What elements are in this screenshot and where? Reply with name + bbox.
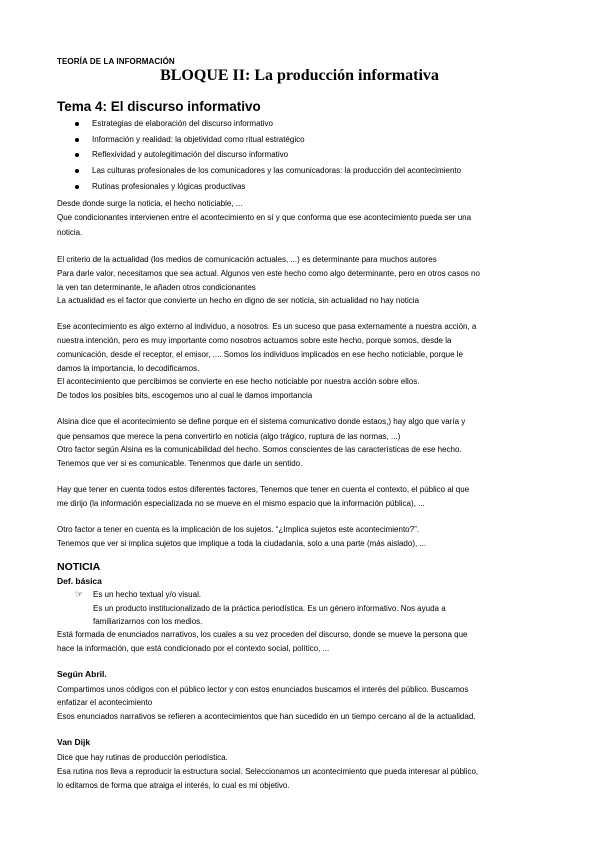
paragraph-line: enfatizar el acontecimiento: [57, 698, 153, 707]
block-title: BLOQUE II: La producción informativa: [160, 67, 439, 84]
paragraph-line: El criterio de la actualidad (los medios de comunicación actuales, ...) es determinante para muchos autores: [57, 255, 437, 264]
paragraph-line: Que condicionantes intervienen entre el acontecimiento en sí y que conforma que ese acontecimiento pueda ser una: [57, 213, 472, 222]
paragraph-line: Tenemos que ver si implica sujetos que implique a toda la ciudadanía, solo a una parte (más aislado), ...: [57, 539, 427, 548]
paragraph-line: Alsina dice que el acontecimiento se define porque en el sistema comunicativo donde estaos,) hay algo que varía y: [57, 417, 466, 426]
paragraph-line: La actualidad es el factor que convierte un hecho en digno de ser noticia, sin actualidad no hay noticia: [57, 296, 420, 305]
list-item: Las culturas profesionales de los comunicadores y las comunicadoras: la producción del acontecimiento: [75, 163, 461, 179]
paragraph-line: Ese acontecimiento es algo externo al individuo, a nosotros. Es un suceso que pasa externamente a nuestra acción, a: [57, 322, 477, 331]
paragraph-line: noticia.: [57, 228, 83, 237]
course-title: TEORÍA DE LA INFORMACIÓN: [57, 57, 175, 66]
paragraph-line: hace la información, que está condicionado por el contexto social, político, ...: [57, 644, 330, 653]
vandijk-label: Van Dijk: [57, 737, 91, 747]
list-item: Información y realidad: la objetividad como ritual estratégico: [75, 132, 461, 148]
paragraph-line: Para darle valor, necesitamos que sea actual. Algunos ven este hecho como algo determinante, pero en otros casos no: [57, 269, 480, 278]
paragraph-line: Otro factor según Alsina es la comunicabilidad del hecho. Somos conscientes de las características de ese hecho.: [57, 445, 462, 454]
paragraph-line: Esa rutina nos lleva a reproducir la estructura social. Seleccionamos un acontecimiento que pueda interesar al público,: [57, 767, 479, 776]
bullet-icon: [75, 122, 79, 126]
def-item: Es un producto institucionalizado de la práctica periodística. Es un género informativo. Nos ayuda a: [93, 604, 446, 613]
def-item: familiarizarnos con los medios.: [93, 617, 203, 626]
paragraph-line: comunicación, desde el receptor, el emisor, .... Somos los individuos implicados en ese hecho noticiable, porque le: [57, 350, 464, 359]
paragraph-line: Esos enunciados narrativos se refieren a acontecimientos que han sucedido en un tiempo cercano al de la actualidad.: [57, 712, 476, 721]
paragraph-line: El acontecimiento que percibimos se convierte en ese hecho noticiable por nuestra acción sobre ellos.: [57, 377, 420, 386]
paragraph-line: De todos los posibles bits, escogemos uno al cual le damos importancia: [57, 391, 313, 400]
list-item: Rutinas profesionales y lógicas productivas: [75, 179, 461, 195]
pointing-hand-icon: ☞: [75, 589, 84, 599]
paragraph-line: Dice que hay rutinas de producción periodística.: [57, 753, 228, 762]
topics-list: [75, 116, 461, 195]
paragraph-line: me dirijo (la información especializada no se mueve en el mismo espacio que la información pública), ...: [57, 499, 425, 508]
list-item: Reflexividad y autolegitimación del discurso informativo: [75, 147, 461, 163]
paragraph-line: nuestra intención, pero es muy importante como nosotros actuamos sobre este hecho, porque somos, desde la: [57, 336, 452, 345]
bullet-icon: [75, 169, 79, 173]
paragraph-line: lo editamos de forma que atraiga el interés, lo cual es mi objetivo.: [57, 781, 290, 790]
paragraph-line: Otro factor a tener en cuenta es la implicación de los sujetos. “¿Implica sujetos este acontecimiento?”.: [57, 525, 419, 534]
def-label: Def. básica: [57, 576, 102, 586]
bullet-icon: [75, 153, 79, 157]
paragraph-line: Hay que tener en cuenta todos estos diferentes factores, Tenemos que tener en cuenta el contexto, el público al que: [57, 485, 470, 494]
list-item: Estrategias de elaboración del discurso informativo: [75, 116, 461, 132]
paragraph-line: damos la importancia, lo decodificamos.: [57, 364, 200, 373]
paragraph-line: que pensamos que merece la pena convertirlo en noticia (algo trágico, ruptura de las normas, ...): [57, 432, 401, 441]
tema-heading: Tema 4: El discurso informativo: [57, 99, 261, 114]
section-heading-noticia: NOTICIA: [57, 561, 101, 573]
def-item: Es un hecho textual y/o visual.: [93, 590, 202, 599]
abril-label: Según Abril.: [57, 669, 107, 679]
paragraph-line: Desde donde surge la noticia, el hecho noticiable, ...: [57, 199, 243, 208]
bullet-icon: [75, 185, 79, 189]
paragraph-line: Tenemos que ver si es comunicable. Tenenmos que darle un sentido.: [57, 459, 303, 468]
paragraph-line: Está formada de enunciados narrativos, los cuales a su vez proceden del discurso, donde se mueve la persona que: [57, 630, 468, 639]
paragraph-line: Compartimos unos códigos con el público lector y con estos enunciados buscamos el interés del público. Buscamos: [57, 685, 469, 694]
paragraph-line: la ven tan determinante, le añaden otros condicionantes: [57, 283, 256, 292]
bullet-icon: [75, 138, 79, 142]
